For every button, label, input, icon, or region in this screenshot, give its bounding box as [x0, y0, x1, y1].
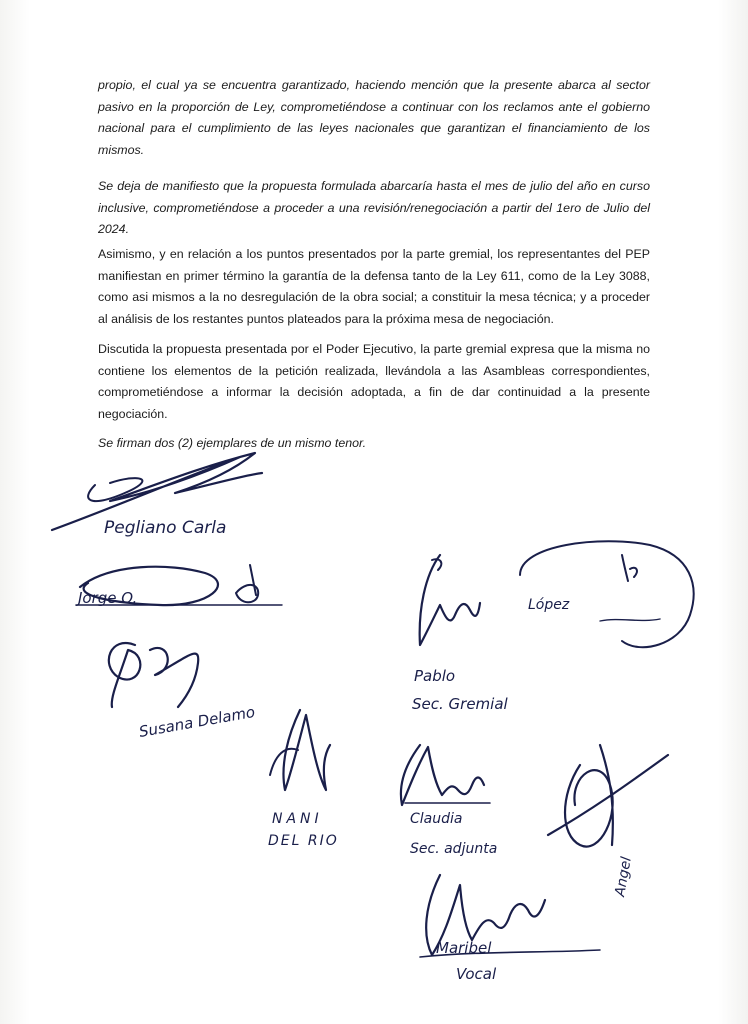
- signature-jorge-name: Jorge O.: [78, 589, 138, 607]
- signature-pablo-line-2: Sec. Gremial: [412, 695, 508, 713]
- signature-susana: [109, 643, 257, 741]
- paragraph-5: Se firman dos (2) ejemplares de un mismo tenor.: [98, 436, 367, 450]
- signature-lopez-name: López: [528, 597, 570, 613]
- signature-maribel-line-1: Maribel: [436, 939, 492, 957]
- signature-pablo-line-1: Pablo: [414, 667, 456, 685]
- signature-nani-line-1: NANI: [272, 811, 323, 827]
- signature-pegliano: [52, 453, 262, 538]
- paragraph-4: Discutida la propuesta presentada por el Poder Ejecutivo, la parte gremial expresa que la misma no contiene los elementos de la petición realizada, llevándola a las Asambleas correspondientes, comprometiéndose a informar la decisión adoptada, a fin de dar continuidad a la presente negociación.: [98, 342, 650, 421]
- signature-pegliano-name: Pegliano Carla: [104, 518, 227, 538]
- signature-maribel-line-2: Vocal: [456, 965, 497, 983]
- signature-maribel: [420, 875, 600, 983]
- signature-lopez: [520, 541, 694, 647]
- signature-angel-name: Angel: [612, 855, 635, 898]
- signature-nani: [268, 710, 339, 849]
- signature-susana-name: Susana Delamo: [137, 702, 257, 741]
- signature-claudia-line-1: Claudia: [410, 811, 463, 827]
- signature-jorge: [75, 565, 282, 607]
- paragraph-3: Asimismo, y en relación a los puntos presentados por la parte gremial, los representantes del PEP manifiestan en primer término la garantía de la defensa tanto de la Ley 611, como de la Ley 3088, como asi mismos a la no desregulación de la obra social; a constituir la mesa técnica; y a proceder al análisis de los restantes puntos plateados para la próxima mesa de negociación.: [98, 247, 650, 326]
- signature-pablo: [412, 555, 509, 713]
- signature-nani-line-2: DEL RIO: [268, 833, 339, 849]
- paragraph-2: Se deja de manifiesto que la propuesta formulada abarcaría hasta el mes de julio del año en curso inclusive, comprometiéndose a proceder a una revisión/renegociación a partir del 1ero de Julio del 2024.: [98, 179, 650, 236]
- signature-claudia: [401, 745, 497, 857]
- signatures-area: [0, 445, 748, 1024]
- signature-claudia-line-2: Sec. adjunta: [410, 841, 498, 857]
- signature-angel: [548, 745, 668, 899]
- paragraph-1: propio, el cual ya se encuentra garantizado, haciendo mención que la presente abarca al sector pasivo en la proporción de Ley, comprometiéndose a continuar con los reclamos ante el gobierno nacional para el cumplimiento de las leyes nacionales que garantizan el financiamiento de los mismos.: [98, 78, 650, 157]
